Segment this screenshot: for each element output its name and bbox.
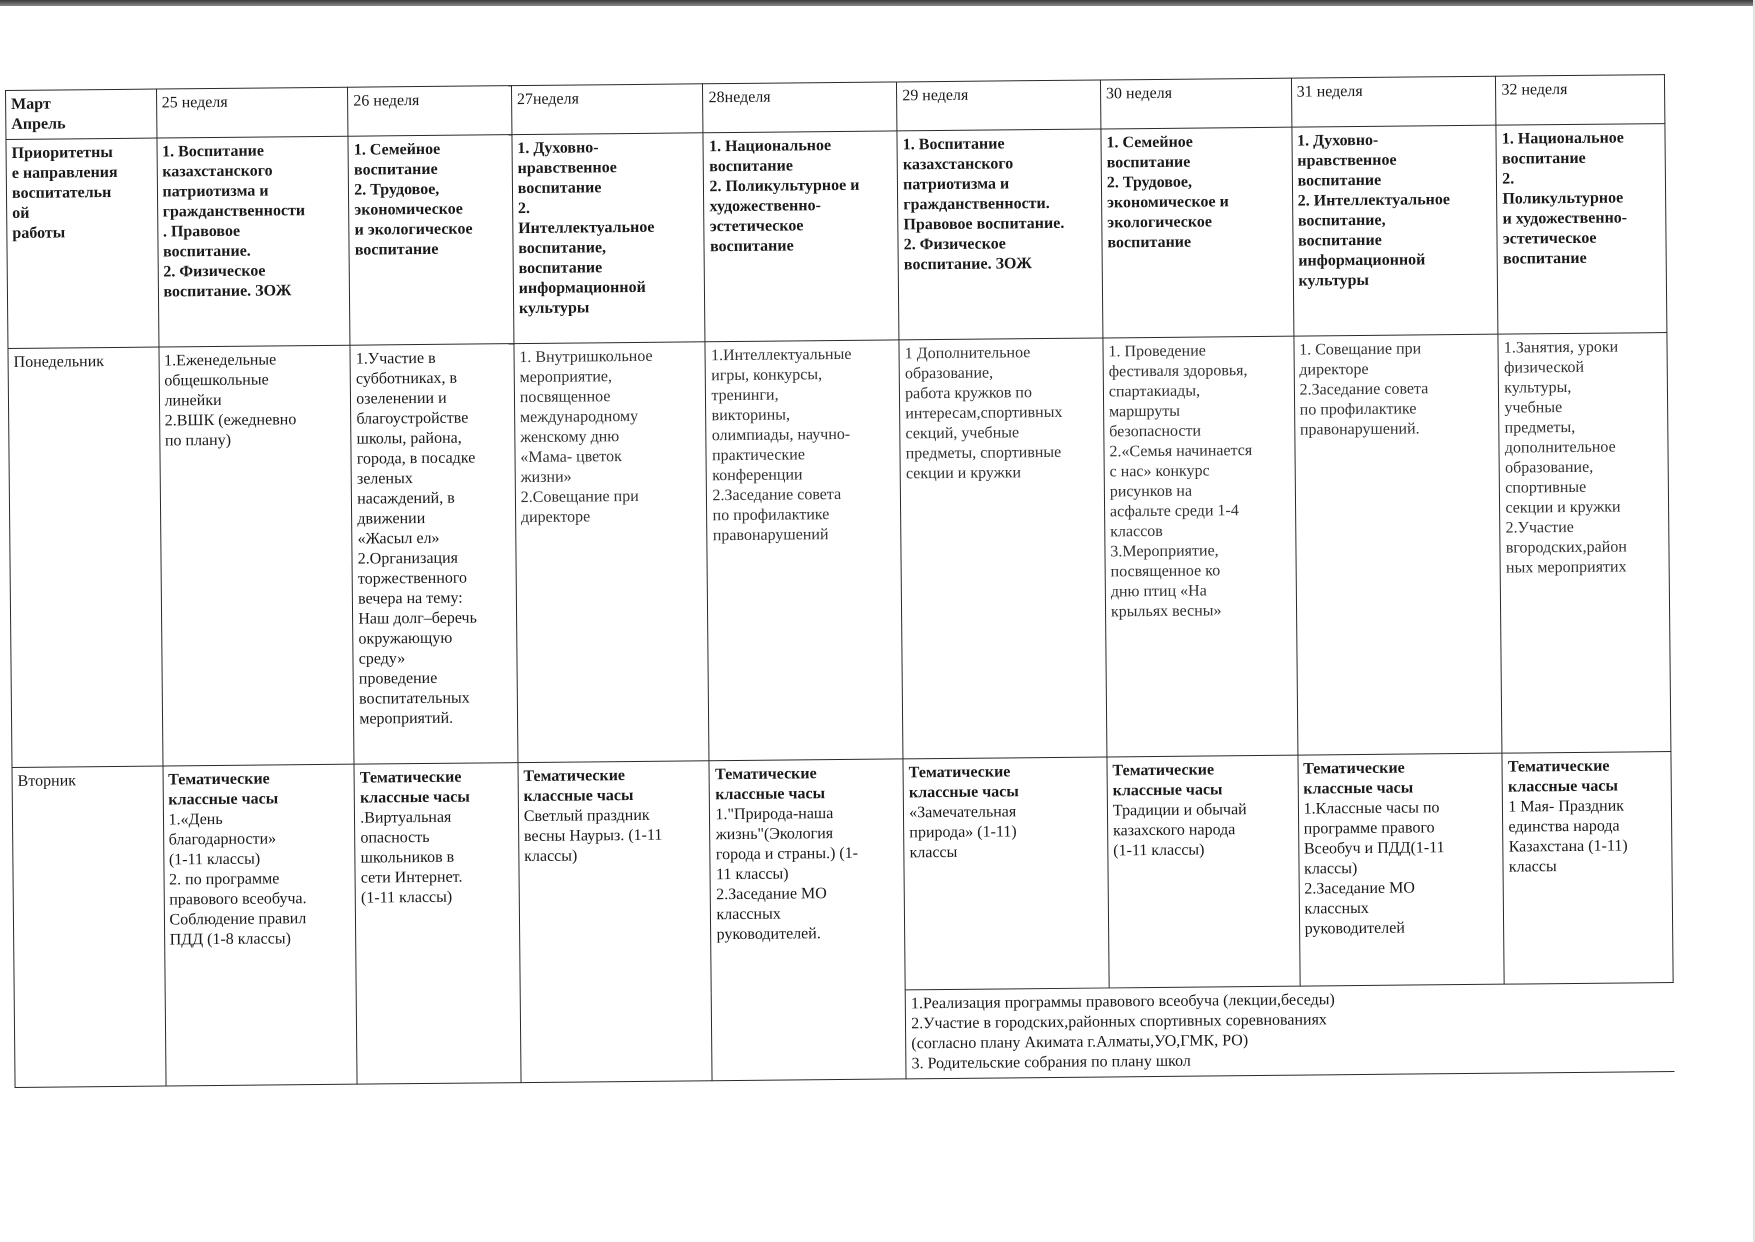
monday-cell-27: 1. Внутришкольное мероприятие, посвященное международному женскому дню «Мама- цветок жизни» 2.Совещание при директоре bbox=[514, 342, 710, 763]
tuesday-cell-body: Светлый праздник весны Наурыз. (1-11 классы) bbox=[523, 806, 663, 866]
week-header-27: 27неделя bbox=[511, 84, 703, 135]
monday-cell-29: 1 Дополнительное образование, работа кружков по интересам,спортивных секций, учебные предметы, спортивные секции и кружки bbox=[899, 338, 1107, 759]
tuesday-cell-title: Тематические классные часы bbox=[168, 770, 279, 809]
tuesday-cell-body: 1.«День благодарности» (1-11 классы) 2. по программе правового всеобуча. Соблюдение правил ПДД (1-8 классы) bbox=[168, 810, 307, 949]
month-label: Март Апрель bbox=[6, 89, 157, 139]
monday-label: Понедельник bbox=[8, 347, 163, 767]
monday-row bbox=[8, 333, 1671, 768]
tuesday-row bbox=[12, 752, 1673, 999]
tuesday-cell-26 bbox=[354, 763, 521, 1085]
priority-cell-29: 1. Воспитание казахстанского патриотизма и гражданственности. Правовое воспитание. 2. Физическое воспитание. ЗОЖ bbox=[897, 129, 1103, 340]
tuesday-cell-title: Тематические классные часы bbox=[1303, 759, 1414, 798]
priority-cell-27: 1. Духовно- нравственное воспитание 2. Интеллектуальное воспитание, воспитание информационной культуры bbox=[512, 133, 706, 344]
monday-cell-30: 1. Проведение фестиваля здоровья, спартакиады, маршруты безопасности 2.«Семья начинается с нас» конкурс рисунков на асфальте среди 1-4 классов 3.Мероприятие, посвященное ко дню птиц «На крыльях весны» bbox=[1103, 336, 1298, 757]
priority-cell-25: 1. Воспитание казахстанского патриотизма и гражданственности . Правовое воспитание. 2. Физическое воспитание. ЗОЖ bbox=[156, 136, 350, 347]
week-header-30: 30 неделя bbox=[1100, 78, 1291, 129]
tuesday-cell-body: .Виртуальная опасность школьников в сети Интернет. (1-11 классы) bbox=[360, 808, 463, 907]
tuesday-cell-title: Тематические классные часы bbox=[715, 765, 826, 804]
week-header-25: 25 неделя bbox=[156, 87, 348, 138]
tuesday-cell-body: «Замечательная природа» (1-11) классы bbox=[909, 803, 1017, 862]
week-header-29: 29 неделя bbox=[897, 80, 1101, 131]
priority-cell-32: 1. Национальное воспитание 2. Поликультурное и художественно- эстетическое воспитание bbox=[1496, 124, 1667, 335]
monday-cell-31: 1. Совещание при директоре 2.Заседание совета по профилактике правонарушений. bbox=[1294, 334, 1503, 755]
priority-cell-30: 1. Семейное воспитание 2. Трудовое, экономическое и экологическое воспитание bbox=[1101, 127, 1294, 338]
tuesday-cell-title: Тематические классные часы bbox=[359, 768, 470, 807]
tuesday-cell-title: Тематические классные часы bbox=[1507, 757, 1618, 796]
priority-cell-31: 1. Духовно- нравственное воспитание 2. Интеллектуальное воспитание, воспитание информационной культуры bbox=[1292, 125, 1499, 336]
tuesday-cell-29 bbox=[903, 757, 1109, 990]
scan-top-edge bbox=[0, 0, 1755, 6]
priority-cell-26: 1. Семейное воспитание 2. Трудовое, экономическое и экологическое воспитание bbox=[348, 135, 514, 346]
tuesday-label: Вторник bbox=[12, 766, 166, 1087]
priority-row bbox=[6, 124, 1667, 349]
tuesday-cell-title: Тематические классные часы bbox=[908, 763, 1019, 802]
tuesday-cell-body: Традиции и обычай казахского народа (1-11 классы) bbox=[1112, 801, 1247, 860]
monday-cell-25: 1.Еженедельные общешкольные линейки 2.ВШК (ежедневно по плану) bbox=[159, 345, 355, 766]
education-plan-table bbox=[5, 74, 1675, 1088]
tuesday-general-notes: 1.Реализация программы правового всеобуча (лекции,беседы) 2.Участие в городских,районных спортивных соревнованиях (согласно плану Акимата г.Алматы,УО,ГМК, РО) 3. Родительские собрания по плану школ bbox=[905, 983, 1674, 1079]
tuesday-cell-body: 1 Мая- Праздник единства народа Казахстана (1-11) классы bbox=[1508, 797, 1628, 876]
monday-cell-28: 1.Интеллектуальные игры, конкурсы, тренинги, викторины, олимпиады, научно- практические конференции 2.Заседание совета по профилактике правонарушений bbox=[705, 340, 903, 761]
priority-label: Приоритетны е направления воспитательн ой работы bbox=[6, 138, 159, 348]
monday-cell-32: 1.Занятия, уроки физической культуры, учебные предметы, дополнительное образование, спортивные секции и кружки 2.Участие вгородских,район ных мероприятих bbox=[1498, 333, 1671, 754]
priority-cell-28: 1. Национальное воспитание 2. Поликультурное и художественно- эстетическое воспитание bbox=[703, 131, 899, 342]
monday-cell-26: 1.Участие в субботниках, в озеленении и благоустройстве школы, района, города, в посадке зеленых насаждений, в движении «Жасыл ел» 2.Организация торжественного вечера на тему: Наш долг–беречь окружающую среду» проведение воспитательных мероприятий. bbox=[350, 344, 518, 765]
week-header-28: 28неделя bbox=[703, 82, 897, 133]
tuesday-cell-31 bbox=[1298, 753, 1505, 986]
tuesday-cell-27 bbox=[518, 761, 713, 1083]
tuesday-cell-32 bbox=[1502, 752, 1673, 985]
tuesday-cell-body: 1.Классные часы по программе правого Всеобуч и ПДД(1-11 классы) 2.Заседание МО классных руководителей bbox=[1303, 799, 1445, 938]
tuesday-cell-title: Тематические классные часы bbox=[1112, 761, 1223, 800]
week-header-31: 31 неделя bbox=[1291, 76, 1496, 127]
tuesday-cell-30 bbox=[1107, 755, 1300, 988]
week-header-32: 32 неделя bbox=[1496, 75, 1665, 126]
tuesday-cell-title: Тематические классные часы bbox=[523, 767, 634, 806]
tuesday-cell-body: 1."Природа-наша жизнь"(Экология города и страны.) (1- 11 классы) 2.Заседание МО классных руководителей. bbox=[715, 805, 859, 944]
week-header-26: 26 неделя bbox=[348, 86, 512, 137]
tuesday-cell-25 bbox=[163, 764, 358, 1086]
tuesday-cell-28 bbox=[709, 759, 906, 1081]
